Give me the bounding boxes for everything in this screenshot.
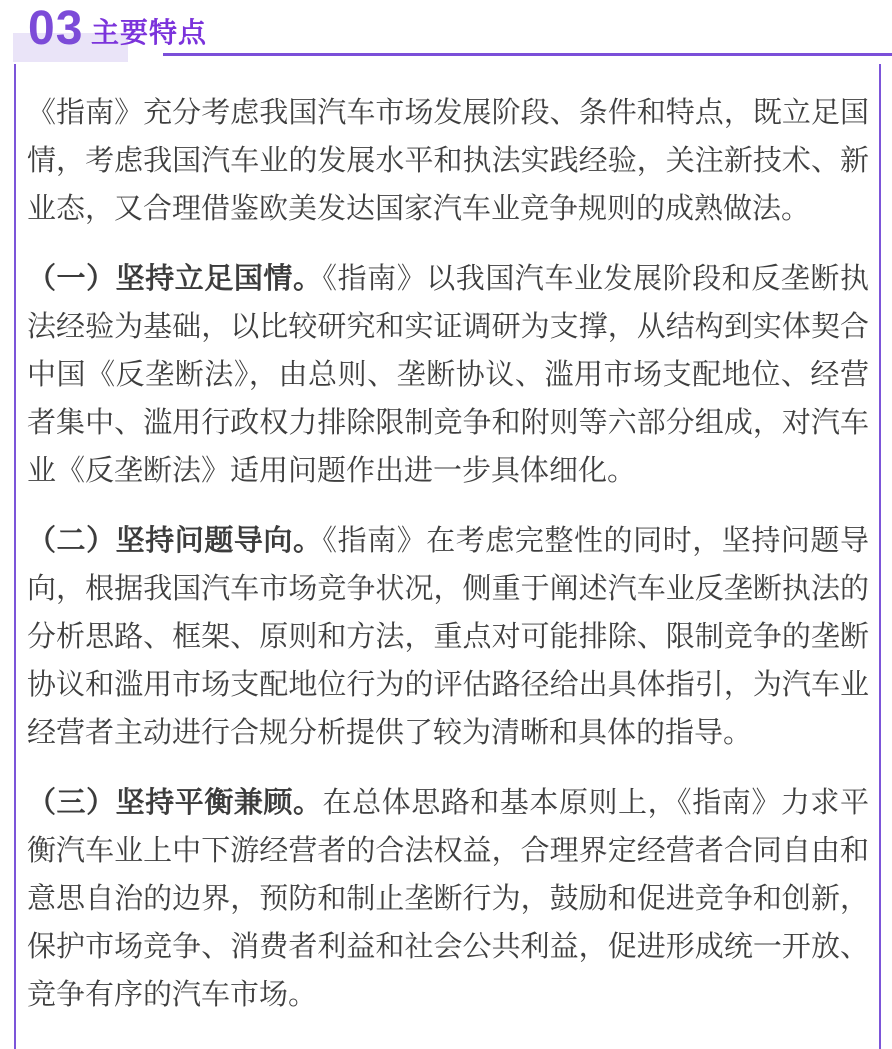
paragraph-text: 《指南》在考虑完整性的同时，坚持问题导向，根据我国汽车市场竞争状况，侧重于阐述汽车业反垄断执法的分析思路、框架、原则和方法，重点对可能排除、限制竞争的垄断协议和滥用市场支配地位行为的评估路径给出具体指引，为汽车业经营者主动进行合规分析提供了较为清晰和具体的指导。 — [27, 525, 869, 749]
paragraph-lead: （二）坚持问题导向。 — [27, 525, 323, 557]
section-title: 主要特点 — [91, 17, 208, 48]
section-number: 03 — [28, 2, 84, 55]
paragraph-text: 《指南》充分考虑我国汽车市场发展阶段、条件和特点，既立足国情，考虑我国汽车业的发展水平和执法实践经验，关注新技术、新业态，又合理借鉴欧美发达国家汽车业竞争规则的成熟做法。 — [27, 97, 869, 225]
section-header — [0, 0, 892, 64]
paragraph-text: 《指南》以我国汽车业发展阶段和反垄断执法经验为基础，以比较研究和实证调研为支撑，从结构到实体契合中国《反垄断法》，由总则、垄断协议、滥用市场支配地位、经营者集中、滥用行政权力排除限制竞争和附则等六部分组成，对汽车业《反垄断法》适用问题作出进一步具体细化。 — [27, 263, 869, 487]
content-box — [14, 64, 881, 1049]
paragraph-point-2 — [27, 517, 869, 757]
paragraph-text: 在总体思路和基本原则上，《指南》力求平衡汽车业上中下游经营者的合法权益，合理界定经营者合同自由和意思自治的边界，预防和制止垄断行为，鼓励和促进竞争和创新，保护市场竞争、消费者利益和社会公共利益，促进形成统一开放、竞争有序的汽车市场。 — [27, 787, 869, 1011]
paragraph-lead: （一）坚持立足国情。 — [27, 263, 323, 295]
paragraph-intro — [27, 89, 869, 233]
paragraph-point-3 — [27, 779, 869, 1019]
paragraph-lead: （三）坚持平衡兼顾。 — [27, 787, 323, 819]
header-underline-rule — [163, 53, 892, 56]
paragraph-point-1 — [27, 255, 869, 495]
